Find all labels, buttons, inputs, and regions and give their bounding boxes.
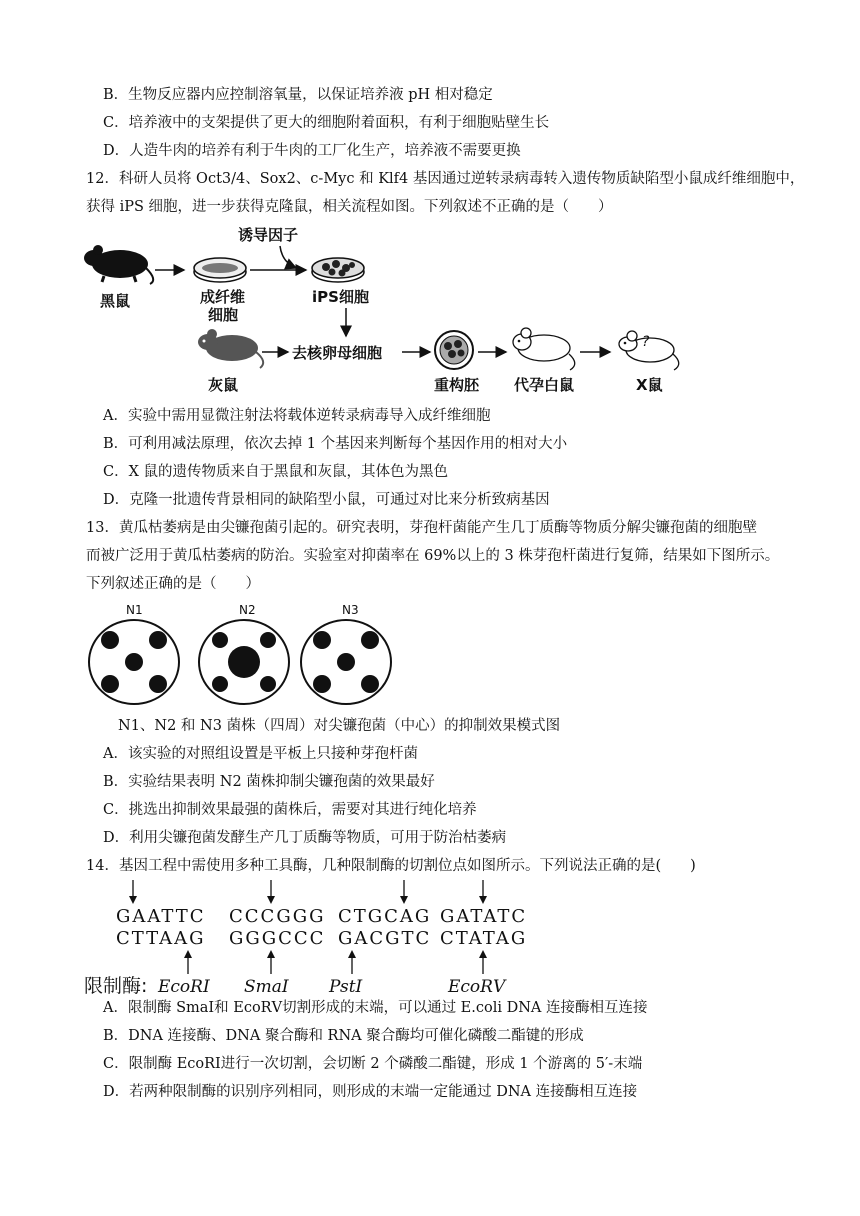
q14-option-b: B．DNA 连接酶、DNA 聚合酶和 RNA 聚合酶均可催化磷酸二酯键的形成 [103, 1028, 584, 1044]
fibroblast-dish-icon [194, 258, 246, 282]
q13-option-d: D．利用尖镰孢菌发酵生产几丁质酶等物质，可用于防治枯萎病 [103, 830, 507, 846]
surrogate-mouse-label: 代孕白鼠 [514, 376, 575, 394]
q13-stem-line2: 而被广泛用于黄瓜枯萎病的防治。实验室对抑菌率在 69%以上的 3 株芽孢杆菌进行复筛，结果如下图所示。 [86, 548, 780, 564]
q13-plates-figure [84, 600, 394, 710]
q12-option-a: A．实验中需用显微注射法将载体逆转录病毒导入成纤维细胞 [103, 408, 491, 424]
q14-option-a: A．限制酶 SmaⅠ和 EcoRⅤ切割形成的末端，可以通过 E.coli DNA 连接酶相互连接 [103, 1000, 648, 1016]
q12-stem-line2: 获得 iPS 细胞，进一步获得克隆鼠，相关流程如图。下列叙述不正确的是（ ） [86, 199, 613, 215]
q12-option-d: D．克隆一批遗传背景相同的缺陷型小鼠，可通过对比来分析致病基因 [103, 492, 550, 508]
q11-option-d: D．人造牛肉的培养有利于牛肉的工厂化生产，培养液不需要更换 [103, 143, 521, 159]
plate-n2 [199, 620, 289, 704]
site-top-psti: CTGCAG [338, 906, 432, 927]
gray-mouse-label: 灰鼠 [208, 376, 239, 394]
q14-restriction-sites-figure [84, 876, 544, 996]
reconstructed-embryo-label: 重构胚 [434, 376, 480, 394]
q11-option-c: C．培养液中的支架提供了更大的细胞附着面积，有利于细胞贴壁生长 [103, 115, 550, 131]
q13-option-a: A．该实验的对照组设置是平板上只接种芽孢杆菌 [103, 746, 418, 762]
site-top-ecori: GAATTC [116, 906, 206, 927]
q14-stem: 14．基因工程中需使用多种工具酶，几种限制酶的切割位点如图所示。下列说法正确的是( ) [86, 858, 696, 874]
enzyme-psti-label: PstⅠ [329, 977, 363, 996]
gray-mouse-icon [198, 329, 263, 368]
enzyme-ecorv-label: EcoRⅤ [448, 977, 506, 996]
q12-cloning-flow-diagram [80, 222, 700, 400]
site-bottom-psti: GACGTC [338, 928, 432, 949]
q11-option-b: B．生物反应器内应控制溶氧量，以保证培养液 pH 相对稳定 [103, 87, 493, 103]
enzyme-ecori-label: EcoRⅠ [158, 977, 210, 996]
enucleated-oocyte-label: 去核卵母细胞 [292, 344, 383, 362]
q13-stem-line3: 下列叙述正确的是（ ） [86, 576, 260, 592]
site-bottom-ecori: CTTAAG [116, 928, 206, 949]
site-top-smai: CCCGGG [229, 906, 326, 927]
site-bottom-ecorv: CTATAG [440, 928, 528, 949]
ips-dish-icon [312, 258, 364, 282]
q13-option-b: B．实验结果表明 N2 菌株抑制尖镰孢菌的效果最好 [103, 774, 435, 790]
plate-n3 [301, 620, 391, 704]
site-bottom-smai: GGGCCC [229, 928, 326, 949]
x-mouse-label: X鼠 [636, 376, 663, 394]
q13-option-c: C．挑选出抑制效果最强的菌株后，需要对其进行纯化培养 [103, 802, 477, 818]
site-top-ecorv: GATATC [440, 906, 528, 927]
q13-figure-caption: N1、N2 和 N3 菌株（四周）对尖镰孢菌（中心）的抑制效果模式图 [118, 718, 561, 734]
black-mouse-label: 黑鼠 [100, 292, 131, 310]
q14-option-c: C．限制酶 EcoRⅠ进行一次切割，会切断 2 个磷酸二酯键，形成 1 个游离的 5′-末端 [103, 1056, 643, 1072]
q12-stem-line1: 12．科研人员将 Oct3/4、Sox2、c-Myc 和 Klf4 基因通过逆转录病毒转入遗传物质缺陷型小鼠成纤维细胞中， [86, 171, 805, 187]
q12-option-c: C．X 鼠的遗传物质来自于黑鼠和灰鼠，其体色为黑色 [103, 464, 449, 480]
black-mouse-icon [84, 245, 153, 284]
enzyme-prefix-label: 限制酶: [84, 975, 148, 996]
q14-option-d: D．若两种限制酶的识别序列相同，则形成的末端一定能通过 DNA 连接酶相互连接 [103, 1084, 638, 1100]
inducer-label: 诱导因子 [238, 226, 299, 244]
q13-stem-line1: 13．黄瓜枯萎病是由尖镰孢菌引起的。研究表明，芽孢杆菌能产生几丁质酶等物质分解尖镰孢菌的细胞壁 [86, 520, 757, 536]
plate-label-n3: N3 [342, 603, 359, 617]
fibroblast-label-2: 细胞 [208, 306, 239, 324]
ips-label: iPS细胞 [312, 288, 369, 306]
fibroblast-label-1: 成纤维 [200, 288, 246, 306]
plate-n1 [89, 620, 179, 704]
plate-label-n2: N2 [239, 603, 256, 617]
white-mouse-icon [513, 328, 575, 370]
q12-option-b: B．可利用减法原理，依次去掉 1 个基因来判断每个基因作用的相对大小 [103, 436, 568, 452]
plate-label-n1: N1 [126, 603, 143, 617]
reconstructed-embryo-icon [435, 331, 473, 369]
question-mark-label: ? [642, 334, 650, 350]
enzyme-smai-label: SmaⅠ [244, 977, 289, 996]
